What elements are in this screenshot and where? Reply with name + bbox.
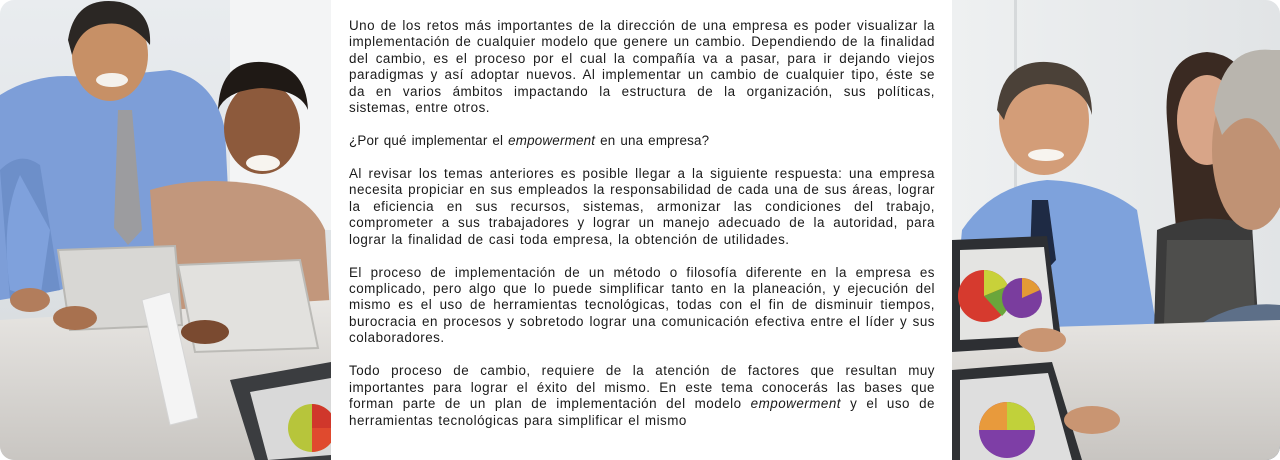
closing-text-start: Todo proceso de cambio, requiere de la atención de factores que resultan muy importantes para lograr el éxito del mismo. En este tema conocerás las bases que forman parte de un plan de implementación del modelo — [349, 363, 935, 412]
paragraph-answer: Al revisar los temas anteriores es posible llegar a la siguiente respuesta: una empresa necesita propiciar en sus empleados la responsabilidad de cada una de sus áreas, lograr la eficiencia en sus recursos, sistemas, armonizar las condiciones del trabajo, comprometer a sus trabajadores y lograr un manejo adecuado de la autoridad, para lograr la finalidad de casi toda empresa, la obtención de utilidades. — [349, 166, 935, 247]
left-photo — [0, 0, 331, 460]
question-text-end: en una empresa? — [595, 133, 710, 149]
paragraph-closing — [349, 363, 935, 429]
closing-emphasis: empowerment — [750, 396, 841, 412]
meeting-illustration — [952, 0, 1280, 460]
closing-text-end: y el uso de herramientas tecnológicas para simplificar el mismo — [349, 396, 935, 428]
paragraph-process: El proceso de implementación de un método o filosofía diferente en la empresa es complicado, pero algo que lo puede simplificar tanto en la planeación, y ejecución del mismo es el uso de herramientas tecnológicas, todas con el fin de disminuir tiempos, burocracia en procesos y sobretodo lograr una comunicación efectiva entre el líder y sus colaboradores. — [349, 264, 935, 346]
question-text-start: ¿Por qué implementar el — [349, 133, 509, 149]
question-emphasis: empowerment — [508, 133, 596, 149]
paragraph-intro: Uno de los retos más importantes de la dirección de una empresa es poder visualizar la implementación de cualquier modelo que genere un cambio. Dependiendo de la finalidad del cambio, es el proceso por el cual la compañía va a pasar, para ir dejando viejos paradigmas y así adoptar nuevos. Al implementar un cambio de cualquier tipo, éste se da en varios ámbitos impactando la estructura de la organización, sus políticas, sistemas, entre otros. — [349, 18, 935, 116]
right-photo — [952, 0, 1280, 460]
article-panel — [331, 0, 952, 460]
office-team-illustration — [0, 0, 331, 460]
question-heading — [349, 133, 935, 149]
